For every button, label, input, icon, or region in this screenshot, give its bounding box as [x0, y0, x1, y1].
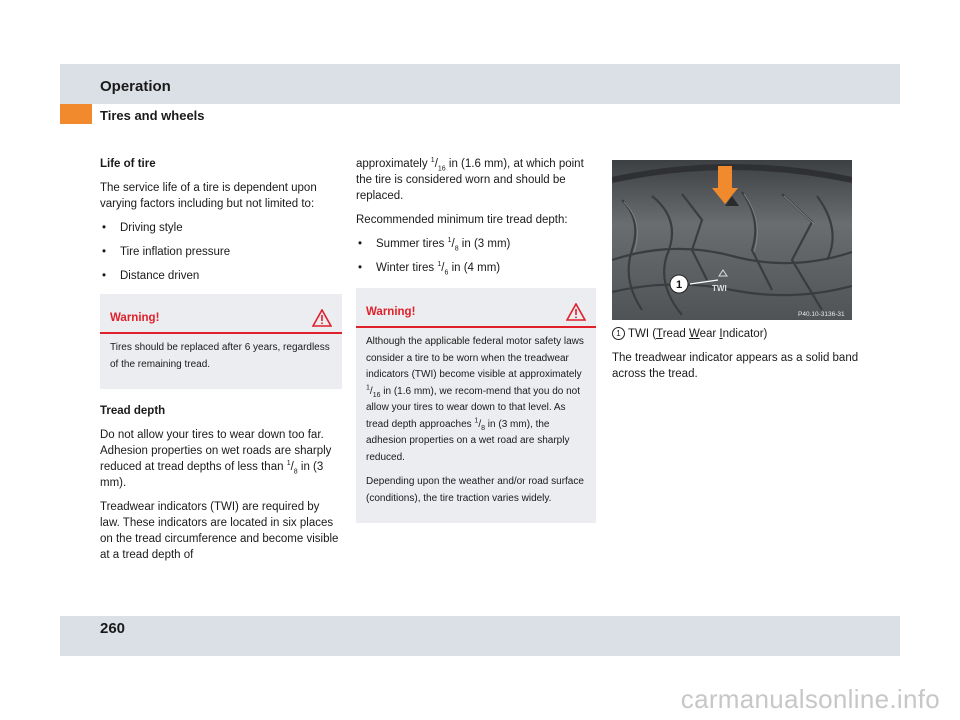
continuation-paragraph: approximately $^1/_{16}$ in (1.6 mm), at which point the tire is considered worn and should be replaced.	[356, 157, 584, 202]
section-title: Operation	[100, 78, 171, 95]
tread-depth-paragraph: Do not allow your tires to wear down too far. Adhesion properties on wet roads are sharply reduced at tread depths of less than $^1/_8$ in (3 mm).	[100, 429, 332, 489]
tread-depth-heading: Tread depth	[100, 405, 166, 417]
list-item: • Distance driven	[100, 268, 342, 284]
warning-header	[356, 288, 596, 328]
watermark: carmanualsonline.info	[680, 684, 940, 714]
warning-body	[356, 328, 596, 523]
warning-text: Although the applicable federal motor safety laws consider a tire to be worn when the treadwear indicators (TWI) become visible at approximately $^1/_{16}$ in (1.6 mm), we recom-mend that you do not allow your tires to wear down to that level. As tread depth approaches $^1/_8$ in (3 mm), the adhesion properties on a wet road are sharply reduced.	[366, 336, 584, 463]
column-2	[356, 156, 596, 523]
twi-paragraph: Treadwear indicators (TWI) are required by law. These indicators are located in six places on the tread circumference and become visible at a tread depth of	[100, 501, 339, 561]
callout-number-icon: 1	[612, 327, 625, 340]
list-item: • Tire inflation pressure	[100, 244, 342, 260]
list-item: • Winter tires $^1/_6$ in (4 mm)	[356, 260, 596, 276]
warning-header	[100, 294, 342, 334]
warning-triangle-icon	[312, 309, 332, 327]
warning-box	[100, 294, 342, 389]
figure-caption-block	[612, 326, 872, 390]
tire-tread-illustration	[612, 160, 852, 320]
twi-label: TWI	[712, 284, 727, 293]
figure-caption: 1 TWI (Tread Wear Indicator)	[612, 326, 872, 342]
list-item: • Driving style	[100, 220, 342, 236]
recommended-depth-paragraph: Recommended minimum tire tread depth:	[356, 214, 568, 226]
subsection-title: Tires and wheels	[100, 108, 205, 123]
section-marker	[60, 104, 92, 124]
warning-body	[100, 334, 342, 389]
warning-title: Warning!	[366, 306, 416, 318]
warning-text: Tires should be replaced after 6 years, regardless of the remaining tread.	[110, 342, 330, 370]
page-number: 260	[100, 620, 126, 637]
factor-list	[100, 220, 342, 284]
warning-triangle-icon	[566, 303, 586, 321]
warning-box	[356, 288, 596, 523]
footer-band	[60, 616, 900, 656]
life-of-tire-heading: Life of tire	[100, 158, 156, 170]
life-of-tire-paragraph: The service life of a tire is dependent upon varying factors including but not limited to:	[100, 182, 317, 210]
treadwear-band-paragraph: The treadwear indicator appears as a solid band across the tread.	[612, 352, 859, 380]
column-1	[100, 156, 342, 571]
header-band	[60, 64, 900, 104]
image-reference-code: P40.10-3136-31	[798, 311, 845, 318]
warning-title: Warning!	[110, 312, 160, 324]
callout-number: 1	[675, 279, 683, 291]
warning-text-2: Depending upon the weather and/or road surface (conditions), the tire traction varies widely.	[366, 476, 584, 504]
tire-tread-image	[612, 160, 852, 320]
list-item: • Summer tires $^1/_8$ in (3 mm)	[356, 236, 596, 252]
tread-depth-list	[356, 236, 596, 276]
